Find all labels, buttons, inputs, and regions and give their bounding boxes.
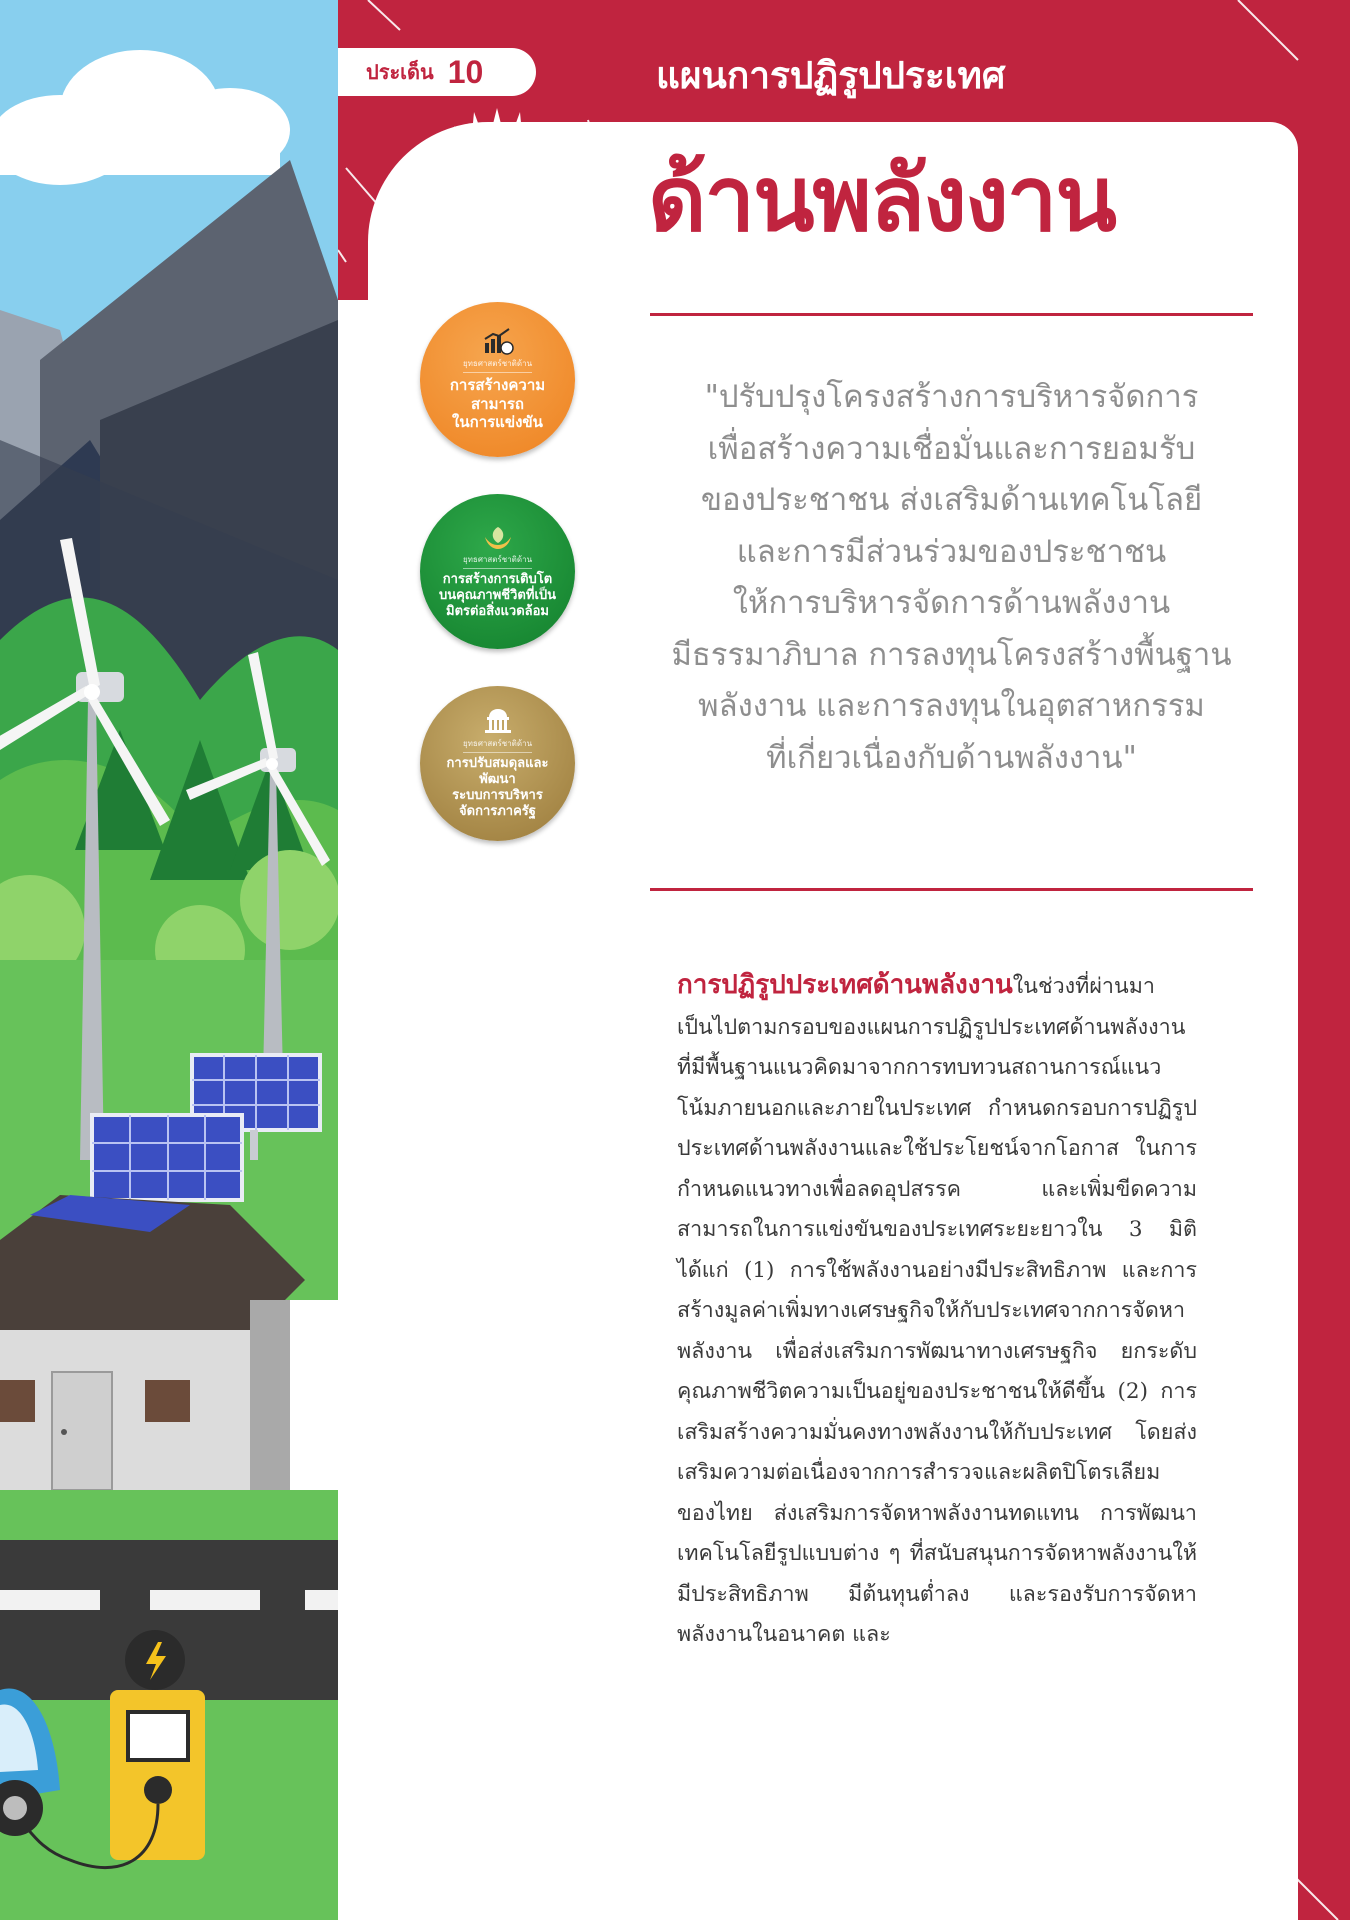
topic-label: ประเด็น (366, 60, 434, 84)
leaf-hands-icon (481, 523, 515, 551)
body-text: ในช่วงที่ผ่านมา เป็นไปตามกรอบของแผนการปฏิรูปประเทศด้านพลังงานที่มีพื้นฐานแนวคิดมาจากการทบทวนสถานการณ์แนวโน้มภายนอกและภายในประเทศ กำหนดกรอบการปฏิรูปประเทศด้านพลังงานและใช้ประโยชน์จากโอกาส ในการกำหนดแนวทางเพื่อลดอุปสรรค และเพิ่มขีดความสามารถในการแข่งขันของประเทศระยะยาวใน 3 มิติ ได้แก่ (1) การใช้พลังงานอย่างมีประสิทธิภาพ และการสร้างมูลค่าเพิ่มทางเศรษฐกิจให้กับประเทศจากการจัดหาพลังงาน เพื่อส่งเสริมการพัฒนาทางเศรษฐกิจ ยกระดับคุณภาพชีวิตความเป็นอยู่ของประชาชนให้ดีขึ้น (2) การเสริมสร้างความมั่นคงทางพลังงานให้กับประเทศ โดยส่งเสริมความต่อเนื่องจากการสำรวจและผลิตปิโตรเลียมของไทย ส่งเสริมการจัดหาพลังงานทดแทน การพัฒนาเทคโนโลยีรูปแบบต่าง ๆ ที่สนับสนุนการจัดหาพลังงานให้มีประสิทธิภาพ มีต้นทุนต่ำลง และรองรับการจัดหาพลังงานในอนาคต และ (677, 974, 1197, 1647)
badge-kicker: ยุทธศาสตร์ชาติด้าน (463, 737, 532, 753)
main-title: ด้านพลังงาน (648, 147, 1115, 252)
vision-quote (650, 372, 1253, 784)
body-lead: การปฏิรูปประเทศด้านพลังงาน (677, 970, 1013, 1000)
topic-number: 10 (447, 53, 484, 90)
badge-title: การสร้างการเติบโต บนคุณภาพชีวิตที่เป็น มิตรต่อสิ่งแวดล้อม (438, 571, 557, 620)
topic-pill (338, 48, 536, 96)
quote-line: ที่เกี่ยวเนื่องกับด้านพลังงาน" (766, 739, 1137, 776)
page-number: 469 (1246, 1827, 1283, 1852)
quote-line: และการมีส่วนร่วมของประชาชน (736, 533, 1167, 570)
quote-line: ของประชาชน ส่งเสริมด้านเทคโนโลยี (700, 482, 1203, 518)
strategy-badge-green-growth (420, 494, 575, 649)
badge-kicker: ยุทธศาสตร์ชาติด้าน (463, 553, 532, 569)
strategy-badge-public-administration (420, 686, 575, 841)
divider-line (650, 888, 1253, 891)
badge-kicker: ยุทธศาสตร์ชาติด้าน (463, 357, 532, 373)
badge-title: การปรับสมดุลและ พัฒนา ระบบการบริหาร จัดการภาครัฐ (446, 755, 549, 820)
body-paragraph (677, 965, 1197, 1656)
quote-line: มีธรรมาภิบาล การลงทุนโครงสร้างพื้นฐาน (671, 636, 1232, 673)
sun-icon (436, 108, 558, 230)
divider-line (650, 313, 1253, 316)
badge-title: การสร้างความสามารถ ในการแข่งขัน (449, 375, 546, 432)
illustration-energy-landscape (0, 0, 338, 1920)
quote-line: เพื่อสร้างความเชื่อมั่นและการยอมรับ (707, 430, 1196, 467)
strategy-badge-competitiveness (420, 302, 575, 457)
solar-panel-shape (92, 1115, 242, 1200)
house-shape (0, 1195, 305, 1490)
plan-title: แผนการปฏิรูปประเทศ (656, 54, 1006, 97)
bar-chart-icon (481, 327, 515, 355)
quote-line: พลังงาน และการลงทุนในอุตสาหกรรม (698, 688, 1205, 724)
quote-line: "ปรับปรุงโครงสร้างการบริหารจัดการ (704, 379, 1199, 415)
quote-line: ให้การบริหารจัดการด้านพลังงาน (732, 585, 1171, 621)
government-building-icon (481, 707, 515, 735)
